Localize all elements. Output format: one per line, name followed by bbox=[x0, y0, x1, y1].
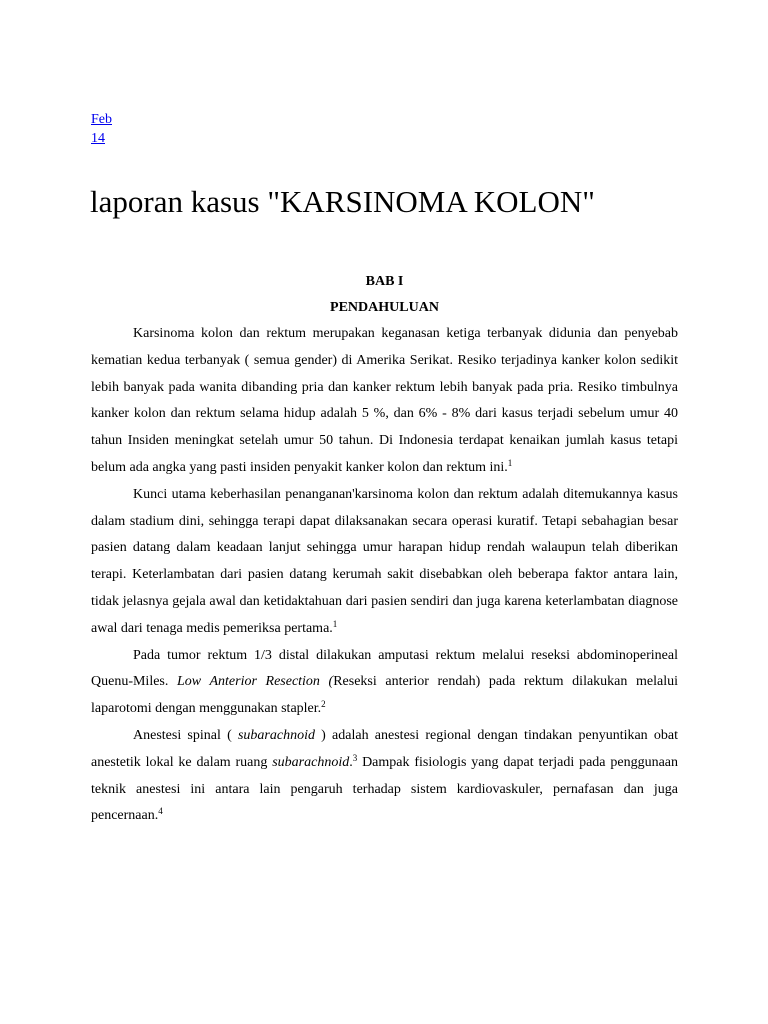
post-date-day[interactable]: 14 bbox=[91, 131, 105, 146]
paragraph-4 bbox=[91, 723, 678, 830]
post-title: laporan kasus "KARSINOMA KOLON" bbox=[90, 184, 595, 219]
paragraph-3-text-2: Reseksi anterior rendah) pada rektum dilakukan melalui laparotomi dengan menggunakan stapler. bbox=[91, 674, 678, 717]
paragraph-2 bbox=[91, 482, 678, 643]
footnote-ref: 1 bbox=[507, 457, 513, 468]
footnote-ref: 1 bbox=[332, 618, 338, 629]
chapter-title: PENDAHULUAN bbox=[330, 300, 439, 315]
paragraph-4-italic-term-2: subarachnoid bbox=[272, 754, 350, 770]
chapter-number: BAB I bbox=[365, 274, 404, 289]
paragraph-3-text-1: Pada tumor rektum 1/3 distal dilakukan amputasi rektum melalui reseksi abdominoperineal Quenu-Miles. bbox=[91, 647, 678, 690]
footnote-ref: 4 bbox=[158, 806, 163, 817]
paragraph-1-text: Karsinoma kolon dan rektum merupakan keganasan ketiga terbanyak didunia dan penyebab kematian kedua terbanyak ( semua gender) di Amerika Serikat. Resiko terjadinya kanker kolon sedikit lebih banyak pada wanita dibanding pria dan kanker rektum lebih banyak pada pria. Resiko timbulnya kanker kolon dan rektum selama hidup adalah 5 %, dan 6% - 8% dari kasus terjadi sebelum umur 40 tahun Insiden meningkat setelah umur 50 tahun. Di Indonesia terdapat kenaikan jumlah kasus tetapi belum ada angka yang pasti insiden penyakit kanker kolon dan rektum ini. bbox=[91, 326, 678, 475]
paragraph-3 bbox=[91, 643, 678, 723]
footnote-ref: 3 bbox=[352, 752, 358, 763]
footnote-ref: 2 bbox=[321, 699, 326, 710]
paragraph-2-text: Kunci utama keberhasilan penanganan'karsinoma kolon dan rektum adalah ditemukannya kasus dalam stadium dini, sehingga terapi dapat dilaksanakan secara operasi kuratif. Tetapi sebahagian besar pasien datang dalam keadaan lanjut sehingga umur harapan hidup rendah walaupun telah diberikan terapi. Keterlambatan dari pasien datang kerumah sakit disebabkan oleh beberapa faktor antara lain, tidak jelasnya gejala awal dan ketidaktahuan dari pasien sendiri dan juga karena keterlambatan diagnose awal dari tenaga medis pemeriksa pertama. bbox=[91, 486, 678, 636]
paragraph-4-italic-term-1: subarachnoid bbox=[237, 727, 315, 743]
paragraph-4-text-3: . bbox=[349, 754, 353, 770]
paragraph-1 bbox=[91, 321, 678, 482]
post-date-month[interactable]: Feb bbox=[91, 112, 112, 127]
post-date-link[interactable] bbox=[91, 110, 112, 148]
paragraph-4-text-4: Dampak fisiologis yang dapat terjadi pada penggunaan teknik anestesi ini antara lain pengaruh terhadap sistem kardiovaskuler, pernafasan dan juga pencernaan. bbox=[91, 754, 678, 824]
paragraph-4-text-1: Anestesi spinal ( bbox=[133, 727, 238, 743]
paragraph-3-italic-term: Low Anterior Resection ( bbox=[176, 674, 334, 690]
paragraph-4-text-2: ) adalah anestesi regional dengan tindakan penyuntikan obat anestetik lokal ke dalam ruang bbox=[91, 727, 678, 770]
post-body bbox=[91, 269, 678, 830]
